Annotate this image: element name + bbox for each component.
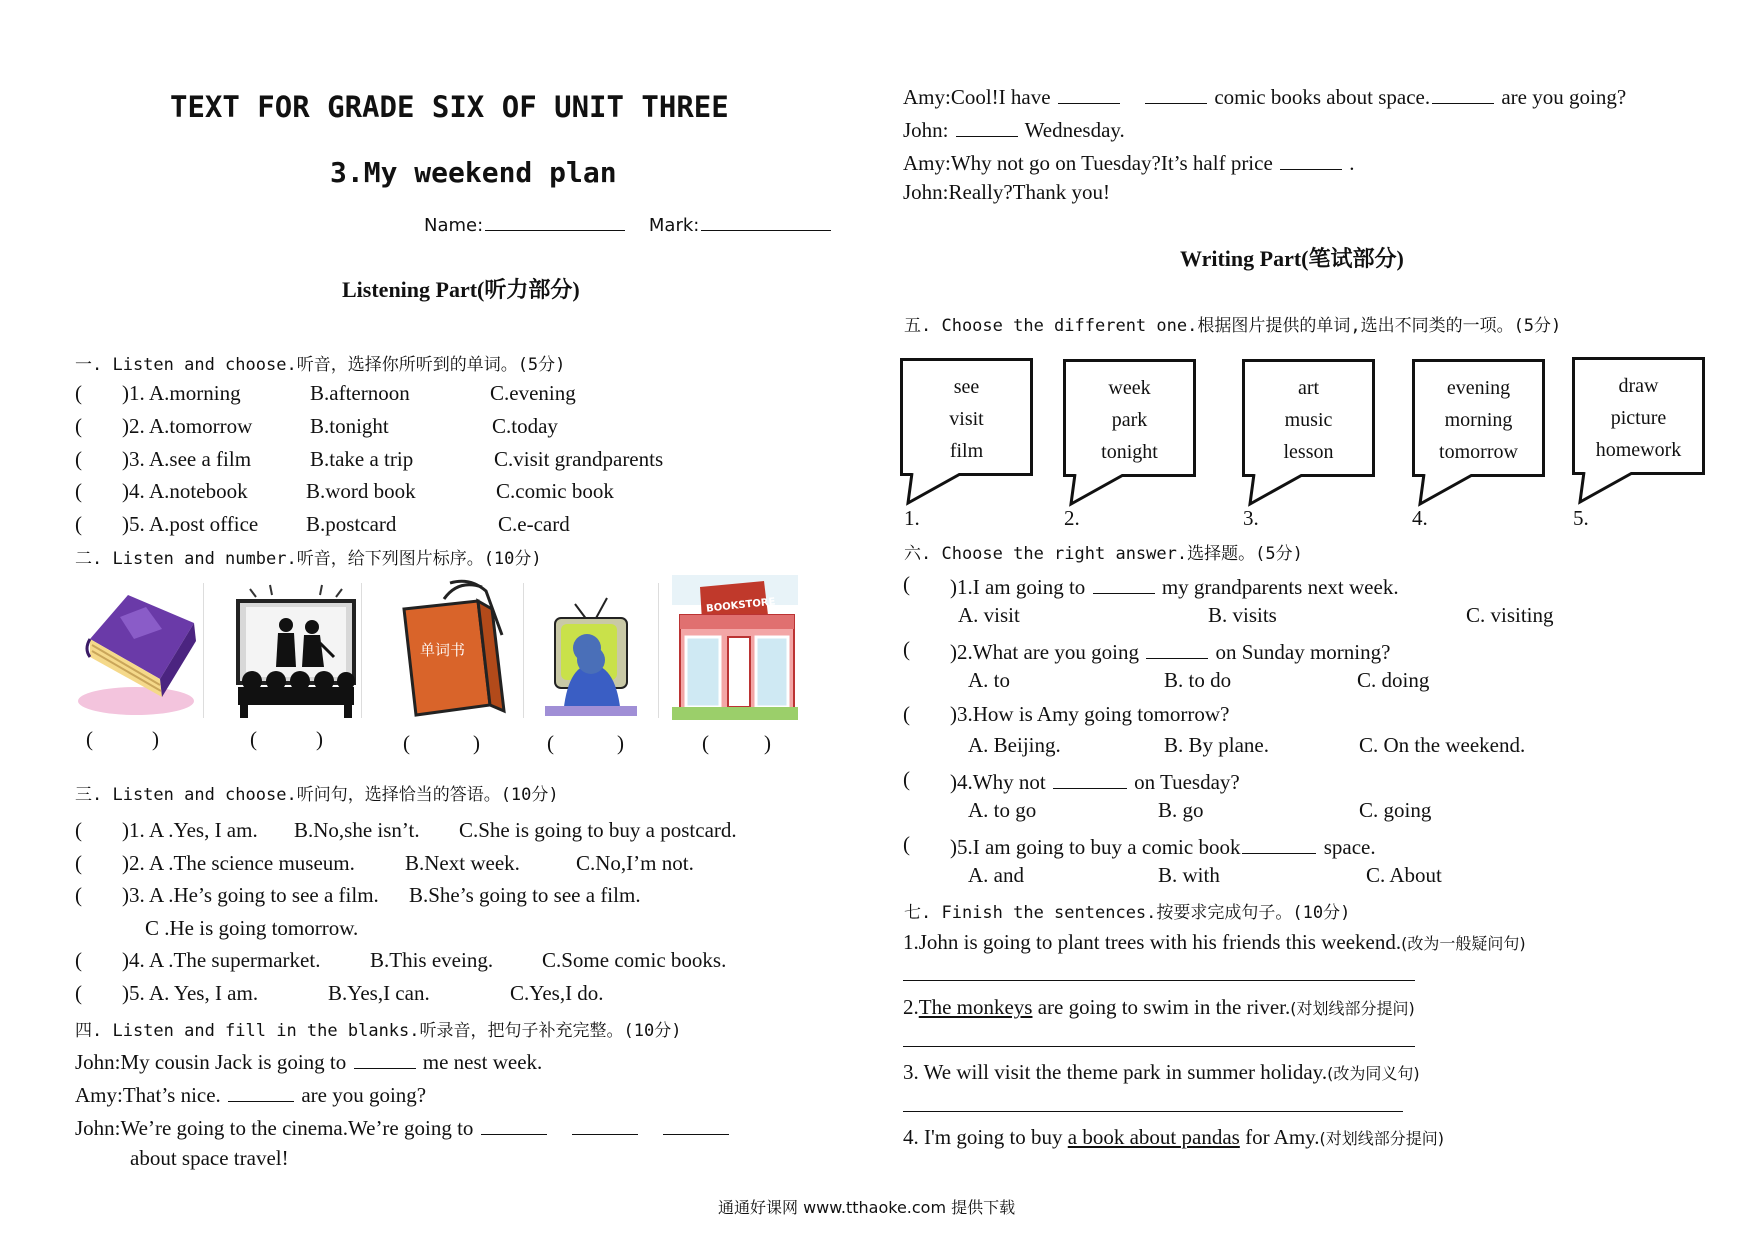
listening-part-heading: Listening Part(听力部分) — [342, 277, 580, 302]
list-item: ( — [75, 381, 82, 405]
dialogue-line — [75, 1047, 542, 1075]
fill-blank[interactable] — [1242, 832, 1316, 854]
option-a: A .Yes, I am. — [149, 818, 258, 842]
footer-text: 通通好课网 www.tthaoke.com 提供下载 — [718, 1198, 1016, 1217]
word: park — [1111, 409, 1148, 431]
speech-tail — [1576, 472, 1646, 506]
option-a: A. to — [968, 668, 1010, 692]
question — [950, 832, 1376, 860]
word-book-picture — [386, 575, 520, 720]
list-item: ( — [75, 981, 82, 1005]
dialogue-text: are you going? — [1501, 85, 1627, 109]
option-c: C.evening — [490, 381, 576, 405]
sentence-3 — [903, 1060, 1420, 1085]
list-item: ( — [903, 767, 910, 791]
item-number: )4. — [122, 479, 145, 503]
section5-heading: 五. Choose the different one.根据图片提供的单词,选出不同类的一项。(5分) — [904, 316, 1562, 336]
paren-close: ) — [764, 731, 771, 755]
list-item: ( — [75, 948, 82, 972]
dialogue-line — [903, 82, 1626, 110]
answer-line[interactable] — [903, 1111, 1403, 1112]
dialogue-line — [75, 1080, 426, 1108]
picture-answer-blank[interactable]: ( — [250, 727, 257, 751]
option-b: B. to do — [1164, 668, 1232, 692]
instruction-note: (对划线部分提问) — [1319, 1129, 1445, 1148]
option-b: B. go — [1158, 798, 1204, 822]
option-a: A. Yes, I am. — [149, 981, 259, 1005]
speech-tail — [1067, 474, 1137, 508]
instruction-note: (改为一般疑问句) — [1401, 934, 1526, 953]
option-c: C.visit grandparents — [494, 447, 664, 471]
section1-heading: 一. Listen and choose.听音，选择你所听到的单词。(5分) — [75, 355, 566, 375]
fill-blank[interactable] — [1093, 572, 1155, 594]
dialogue-text: me nest week. — [422, 1050, 543, 1074]
option-b: B.Next week. — [405, 851, 520, 875]
box-number: 5. — [1573, 506, 1589, 530]
dialogue-text: John:We’re going to the cinema.We’re going to — [75, 1116, 474, 1140]
dialogue-text: Amy:That’s nice. — [75, 1083, 221, 1107]
word-box-3 — [1242, 359, 1375, 477]
question — [950, 572, 1399, 600]
picture-answer-blank[interactable]: ( — [702, 731, 709, 755]
word: tonight — [1101, 441, 1158, 463]
question: )3.How is Amy going tomorrow? — [950, 702, 1230, 726]
option-c: C .He is going tomorrow. — [145, 916, 359, 940]
option-c: C.today — [492, 414, 558, 438]
fill-blank[interactable] — [481, 1113, 547, 1135]
question — [950, 767, 1240, 795]
option-b: B.This eveing. — [370, 948, 494, 972]
question — [950, 637, 1390, 665]
option-c: C.She is going to buy a postcard. — [459, 818, 737, 842]
mark-label: Mark: — [648, 215, 700, 236]
picture-answer-blank[interactable]: ( — [403, 731, 410, 755]
dialogue-text: are you going? — [301, 1083, 427, 1107]
word: music — [1284, 409, 1333, 431]
name-label: Name: — [424, 215, 484, 236]
television-viewer-picture — [545, 590, 637, 716]
page-title: TEXT FOR GRADE SIX OF UNIT THREE — [170, 90, 729, 124]
option-a: A.post office — [149, 512, 259, 536]
option-b: B.word book — [306, 479, 416, 503]
option-b: B.She’s going to see a film. — [409, 883, 641, 907]
dialogue-line: about space travel! — [130, 1146, 289, 1170]
word-box-1 — [900, 358, 1033, 476]
option-b: B.afternoon — [310, 381, 410, 405]
question-text: space. — [1323, 835, 1376, 859]
item-number: )3. — [122, 447, 145, 471]
option-b: B. with — [1158, 863, 1220, 887]
speech-tail — [1416, 474, 1486, 508]
picture-answer-blank[interactable]: ( — [547, 731, 554, 755]
section3-heading: 三. Listen and choose.听问句，选择恰当的答语。(10分) — [75, 785, 559, 805]
box-number: 4. — [1412, 506, 1428, 530]
instruction-note: (改为同义句) — [1327, 1064, 1420, 1083]
list-item: ( — [75, 851, 82, 875]
option-b: B. visits — [1208, 603, 1277, 627]
item-number: )5. — [122, 981, 145, 1005]
fill-blank[interactable] — [1053, 767, 1127, 789]
option-c: C.Some comic books. — [542, 948, 727, 972]
sentence-text: 3. We will visit the theme park in summer holiday. — [903, 1060, 1328, 1084]
word: film — [949, 440, 984, 462]
dialogue-line — [903, 115, 1125, 143]
instruction-note: (对划线部分提问) — [1290, 999, 1415, 1018]
dialogue-text: John: — [903, 118, 949, 142]
box-number: 3. — [1243, 506, 1259, 530]
box-number: 2. — [1064, 506, 1080, 530]
option-c: C. going — [1359, 798, 1432, 822]
item-number: )5. — [122, 512, 145, 536]
option-c: C. About — [1366, 863, 1442, 887]
sentence-1 — [903, 930, 1526, 955]
list-item: ( — [903, 572, 910, 596]
section7-heading: 七. Finish the sentences.按要求完成句子。(10分) — [904, 903, 1351, 923]
word: morning — [1444, 409, 1513, 431]
question-text: )5.I am going to buy a comic book — [950, 835, 1241, 859]
option-a: A. visit — [958, 603, 1020, 627]
option-b: B. By plane. — [1164, 733, 1269, 757]
list-item: ( — [903, 702, 910, 726]
name-field — [424, 212, 833, 236]
unit-subtitle: 3.My weekend plan — [330, 156, 617, 189]
answer-line[interactable] — [903, 980, 1415, 981]
sentence-text: 2. — [903, 995, 919, 1019]
word: evening — [1446, 377, 1511, 399]
list-item: ( — [75, 447, 82, 471]
paren-close: ) — [316, 727, 323, 751]
option-c: C. doing — [1357, 668, 1430, 692]
option-a: A.see a film — [149, 447, 252, 471]
word: art — [1297, 377, 1320, 399]
writing-part-heading: Writing Part(笔试部分) — [1180, 246, 1404, 271]
list-item: ( — [75, 479, 82, 503]
answer-line[interactable] — [903, 1046, 1415, 1047]
option-a: A.notebook — [149, 479, 248, 503]
dialogue-text: . — [1349, 151, 1355, 175]
option-b: B.take a trip — [310, 447, 414, 471]
option-a: A. Beijing. — [968, 733, 1061, 757]
fill-blank[interactable] — [572, 1113, 638, 1135]
list-item: ( — [75, 414, 82, 438]
option-a: A. to go — [968, 798, 1037, 822]
dialogue-line — [75, 1113, 731, 1141]
fill-blank[interactable] — [663, 1113, 729, 1135]
dialogue-text: Amy:Why not go on Tuesday?It’s half price — [903, 151, 1273, 175]
option-a: A.tomorrow — [149, 414, 253, 438]
list-item: ( — [75, 818, 82, 842]
paren-close: ) — [473, 731, 480, 755]
option-c: C.No,I’m not. — [576, 851, 694, 875]
option-a: A .He’s going to see a film. — [149, 883, 379, 907]
option-b: B.postcard — [306, 512, 397, 536]
word: tomorrow — [1439, 441, 1518, 463]
word-box-4 — [1412, 359, 1545, 477]
word: week — [1108, 377, 1151, 399]
list-item: ( — [903, 637, 910, 661]
dialogue-text: Wednesday. — [1024, 118, 1125, 142]
list-item: ( — [75, 512, 82, 536]
sentence-text: 1.John is going to plant trees with his friends this weekend. — [903, 930, 1402, 954]
dialogue-text: comic books about space. — [1214, 85, 1431, 109]
question-text: )1.I am going to — [950, 575, 1086, 599]
picture-answer-blank[interactable]: ( — [86, 727, 93, 751]
question-text: my grandparents next week. — [1161, 575, 1399, 599]
option-a: A. and — [968, 863, 1024, 887]
paren-close: ) — [152, 727, 159, 751]
dialogue-line: John:Really?Thank you! — [903, 180, 1111, 204]
section6-heading: 六. Choose the right answer.选择题。(5分) — [904, 544, 1303, 564]
fill-blank[interactable] — [1058, 82, 1120, 104]
list-item: ( — [75, 883, 82, 907]
word-book-label: 单词书 — [420, 641, 466, 659]
dialogue-text: John:My cousin Jack is going to — [75, 1050, 347, 1074]
option-c: C.comic book — [496, 479, 614, 503]
word: lesson — [1283, 441, 1334, 463]
dialogue-text: Amy:Cool!I have — [903, 85, 1051, 109]
fill-blank[interactable] — [354, 1047, 416, 1069]
fill-blank[interactable] — [1280, 148, 1342, 170]
item-number: )2. — [122, 851, 145, 875]
word: draw — [1618, 375, 1659, 397]
mark-blank[interactable] — [701, 212, 831, 231]
speech-tail — [1246, 474, 1316, 508]
option-c: C.e-card — [498, 512, 570, 536]
word: visit — [949, 408, 984, 430]
speech-tail — [904, 473, 974, 507]
paren-close: ) — [617, 731, 624, 755]
question-text: on Tuesday? — [1134, 770, 1240, 794]
fill-blank[interactable] — [1432, 82, 1494, 104]
underlined-phrase: The monkeys — [918, 995, 1033, 1019]
option-b: B.No,she isn’t. — [294, 818, 420, 842]
section4-heading: 四. Listen and fill in the blanks.听录音，把句子补充完整。(10分) — [75, 1021, 682, 1041]
dialogue-line — [903, 148, 1355, 176]
question-text: on Sunday morning? — [1215, 640, 1391, 664]
option-a: A.morning — [149, 381, 241, 405]
option-a: A .The supermarket. — [149, 948, 321, 972]
word: picture — [1610, 407, 1667, 429]
word-box-5 — [1572, 357, 1705, 475]
list-item: ( — [903, 832, 910, 856]
option-b: B.tonight — [310, 414, 389, 438]
sentence-text: are going to swim in the river. — [1032, 995, 1291, 1019]
fill-blank[interactable] — [228, 1080, 294, 1102]
bookstore-sign: BOOKSTORE — [705, 596, 776, 615]
sentence-text: 4. I'm going to buy — [903, 1125, 1068, 1149]
question-text: )4.Why not — [950, 770, 1046, 794]
option-b: B.Yes,I can. — [328, 981, 430, 1005]
cinema-screen-picture — [230, 583, 362, 718]
item-number: )1. — [122, 818, 145, 842]
fill-blank[interactable] — [1146, 637, 1208, 659]
name-blank[interactable] — [485, 212, 625, 231]
item-number: )4. — [122, 948, 145, 972]
sentence-2 — [903, 995, 1415, 1020]
box-number: 1. — [904, 506, 920, 530]
word-box-2 — [1063, 359, 1196, 477]
option-a: A .The science museum. — [149, 851, 355, 875]
item-number: )3. — [122, 883, 145, 907]
fill-blank[interactable] — [1145, 82, 1207, 104]
option-c: C. On the weekend. — [1359, 733, 1526, 757]
item-number: )1. — [122, 381, 145, 405]
option-c: C. visiting — [1466, 603, 1554, 627]
dictionary-book-picture — [76, 583, 202, 718]
bookstore-picture — [672, 575, 798, 720]
fill-blank[interactable] — [956, 115, 1018, 137]
word: see — [953, 376, 980, 398]
sentence-text: for Amy. — [1239, 1125, 1320, 1149]
option-c: C.Yes,I do. — [510, 981, 604, 1005]
underlined-phrase: a book about pandas — [1067, 1125, 1240, 1149]
question-text: )2.What are you going — [950, 640, 1139, 664]
section2-heading: 二. Listen and number.听音，给下列图片标序。(10分) — [75, 549, 542, 569]
word: homework — [1595, 439, 1682, 461]
sentence-4 — [903, 1125, 1444, 1150]
item-number: )2. — [122, 414, 145, 438]
